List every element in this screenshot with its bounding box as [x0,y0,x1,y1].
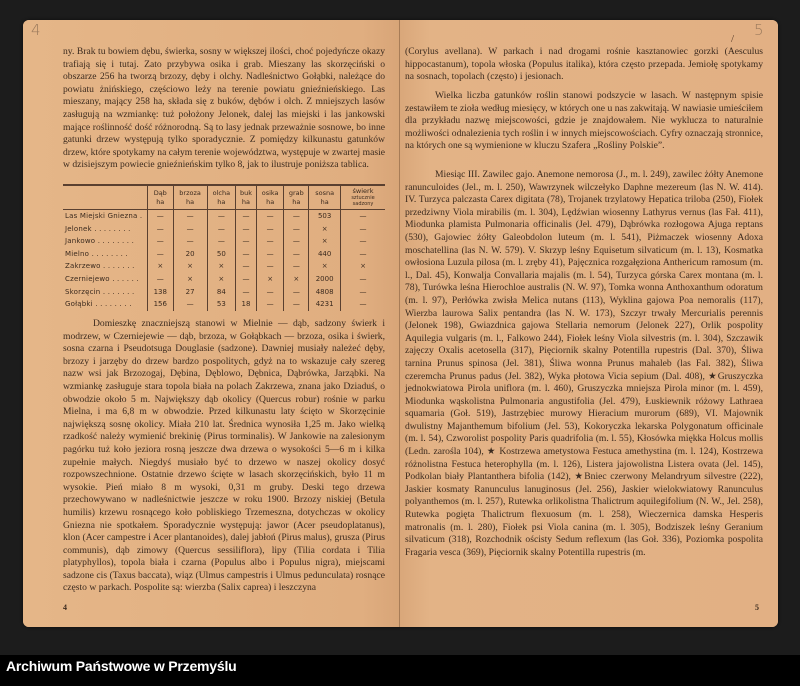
cell: — [341,298,386,311]
cell: 18 [236,298,257,311]
cell: × [207,260,235,273]
cell: 503 [309,210,341,223]
left-paragraph-1-text: ny. Brak tu bowiem dębu, świerka, sosny w większej ilości, choć pojedyńcze okazy trafiają się i tutaj. Zato przybywa osika i grab. Mieszany las skorzęciński o obszarze 256 ha tworzą brzozy, dęby i olchy. Nadleśnictwo Gołąbki, należące do powiatu żnińskiego, częściowo leży na terenie powiatu gnieźnieńskiego. Las mieszany, mający 258 ha, składa się z buków, dębów i olch. Z mniejszych lasów zasługują na wzmiankę: tuż położony Jelonek, dalej las miejski i las jankowski mające roślinność dość różnorodną. Są to lasy jednak przeważnie sosnowe, bo inne gatunki drzew występują tylko sporadycznie. Z pomiędzy kilkunastu gatunków drzew, które spotykamy na całym terenie województwa, występuje w zwartej masie w dzisiejszym powiecie gnieźnieńskim tylko 8, jak to ilustruje poniższa tablica. [63,46,385,171]
cell: 138 [148,286,174,299]
table-header-osika: osika ha [256,185,284,210]
cell: — [148,273,174,286]
cell: — [284,235,309,248]
table-row [63,298,385,311]
table-header-brzoza: brzoza ha [173,185,207,210]
row-name: Las Miejski Gniezna . [65,212,143,220]
cell: — [256,298,284,311]
cell: — [284,260,309,273]
cell: 50 [207,248,235,261]
cell: — [341,235,386,248]
cell: 20 [173,248,207,261]
cell: 2000 [309,273,341,286]
row-name: Gołąbki . . . . . . . . [65,300,132,309]
cell: — [207,235,235,248]
cell: × [284,273,309,286]
cell: — [284,298,309,311]
right-paragraph-2 [405,90,763,153]
cell: × [256,273,284,286]
cell: — [284,286,309,299]
cell: — [236,235,257,248]
left-paragraph-2 [63,318,385,595]
forest-species-table [63,184,385,311]
handwritten-page-number-right: 5 [754,21,764,39]
left-paragraph-1 [63,46,385,172]
right-page [400,20,778,627]
page-number-left: 4 [63,603,67,612]
table-header-name [63,185,148,210]
row-name: Zakrzewo . . . . . . . [65,262,135,271]
row-name: Jelonek . . . . . . . . [65,224,131,233]
cell: — [256,210,284,223]
table-header-swierk: świerk sztucznie sadzony [341,185,386,210]
cell: — [341,210,386,223]
cell: — [256,260,284,273]
cell: 84 [207,286,235,299]
cell: × [309,223,341,236]
handwritten-page-number-left: 4 [31,21,41,39]
right-paragraph-2-text: Wielka liczba gatunków roślin stanowi podszycie w lasach. W następnym spisie zestawiłem te zioła według miesięcy, w których one u nas zakwitają. W nawiasie umieściłem dla przykładu nazwę miejscowości, gdzie je znajdowałem. Nie wyklucza to naturalnie możliwości odnalezienia tych roślin i w innych miejscowościach. Cyfry oznaczają stronnice, na których one są wymienione w kluczu Szafera „Rośliny Polskie”. [405,90,763,152]
cell: — [236,223,257,236]
cell: — [284,248,309,261]
row-name: Czerniejewo . . . . . . [65,274,139,283]
cell: — [236,286,257,299]
book-spread [23,20,778,627]
cell: — [256,223,284,236]
table-header-sosna: sosna ha [309,185,341,210]
table-row [63,260,385,273]
right-paragraph-3-text: Miesiąc III. Zawilec gajo. Anemone nemorosa (J., m. l. 249), zawilec żółty Anemone ranunculoides (Jel., m. l. 250), Wawrzynek wilczełyko Daphne mezereum (las N. W. 414). IV. Turzyca palczasta Carex digitata (78), Trojanek trzylatowy Hepatica triloba (250), Fiołek przedziwny Viola mirabilis (m. l. 304), Lędźwian wiosenny Lathyrus vernus (las Fał. 411), Miodunka plamista Pulmonaria officinalis (Jel. 479), Dąbrówka rozłogowa Ajuga reptans (530), Gajowiec żółty Galeobdolon luteum (m. l. 541), Piżmaczek wiosenny Adoxa moschatellina (las N. W. 579). V. Skrzyp leśny Equisetum silvaticum (m. l. 13), Kosmatka owłosiona Luzula pilosa (m. l. zręby 41), Pajęcznica rozgałęziona Anthericum ramosum (m. l., Dal. 45), Konwalja Convallaria majalis (m. l. 54), Turzyca górska Carex montana (m. l. 78), Turówka leśna Hierochloe australis (N. W. 97), Tomka wonna Anthoxanthum odoratum (m. l. 97), Perłówka zwisła Melica nutans (113), Wyklina gajowa Poa nemoralis (117), Wierzba laurowa Salix pentandra (las N. W. 173), Szczyr trwały Mercurialis perennis (Jelonek 198), Gwiazdnica gajowa Stellaria nemorum (Jelonek 227), Orlik pospolity Aquilegia vulgaris (m. l., Falkowo 244), Fiołek leśny Viola silvestris (m. l. 304), Szczawik zajęczy Oxalis acetosella (317), Pięciornik skalny Potentilla rupestris (Dal. 370), Śliwa tarnina Prunus spinosa (Jel. 381), Śliwa wonna Prunus mahaleb (las Fal. 382), Śliwa czeremcha Prunus padus (Jel. 382), Wyka płotowa Vicia sepium (Dal. 408), ★Gruszyczka jednokwiatowa Pirola uniflora (m. l. 460), Gruszyczka mniejsza Pirola minor (m. l. 459), Miodunka wąskolistna Pulmonaria angustifolia (Jel. 479), Łuskiewnik różowy Lathraea squamaria (Goł. 519), Jastrzębiec murowy Hieracium murorum (689), VI. Majownik dwulistny Majanthemum bifolium (Jel. 53), Kokoryczka lekarska Polygonatum officinale (m. l. 54), Czworolist pospolity Paris quadrifolia (m. l. 55), Kłosówka miękka Holcus mollis (Ledn. zarośla 104), ★ Kostrzewa ametystowa Festuca amethystina (m. l. 124), Kostrzewa różnolistna Festuca heterophylla (m. l. 126), Listera jajowolistna Listera ovata (Jel. 145), Podkolan biały Plantanthera bifolia (142), ★Bniec czerwony Melandryum silvestre (222), Jaskier kosmaty Ranunculus lanuginosus (Jel. 256), Jaskier wielokwiatowy Ranunculus polyanthemos (m. l. 257), Rutewka orlikolistna Thalictrum aquilegifolium (N. W., Jel. 258), Rutewka pogięta Thalictrum flexuosum (m. l. 258), Wieczernica damska Hesperis matronalis (m. l. 280), Fiołek psi Viola canina (m. l. 305), Bodziszek leśny Geranium silvaticum (318), Rozchodnik ościsty Sedum reflexum (las Goł. 336), Poziomka pospolita Fragaria vesca (369), Pięciornik skalny Potentilla rupestris (m. [405,169,763,558]
cell: — [148,248,174,261]
table-header-row [63,185,385,210]
cell: × [341,260,386,273]
cell: × [207,273,235,286]
archive-caption: Archiwum Państwowe w Przemyślu [6,658,237,674]
cell: — [173,210,207,223]
right-paragraph-1-text: (Corylus avellana). W parkach i nad drogami rośnie kasztanowiec gorzki (Aesculus hippocastanum), topola włoska (Populus italika), która często przepada. Jemiołę spotykamy na sosnach, topolach (często) i jesionach. [405,46,763,83]
cell: — [148,235,174,248]
table-row [63,235,385,248]
cell: 440 [309,248,341,261]
table-row [63,286,385,299]
cell: — [341,273,386,286]
row-name: Skorzęcin . . . . . . . [65,287,135,296]
cell: — [148,210,174,223]
cell: — [284,210,309,223]
cell: 53 [207,298,235,311]
cell: — [236,210,257,223]
row-name: Mielno . . . . . . . . [65,249,128,258]
cell: — [256,248,284,261]
cell: — [284,223,309,236]
table-header-grab: grab ha [284,185,309,210]
right-paragraph-1 [405,46,763,84]
cell: × [148,260,174,273]
left-paragraph-2-text: Domieszkę znaczniejszą stanowi w Mielnie — dąb, sadzony świerk i modrzew, w Czerniejewie — dąb, brzoza, w Gołąbkach — brzoza, osika i świerk, sosna czarna i Pseudotsuga Douglasie (sadzone). Dawniej musiały należeć dęby, brzozy i jarzęby do drzew bardzo pospolitych, gdyż na to wskazuje cały szereg nazw wsi jak Brzozogaj, Dębina, Dęblowo, Dębnica, Dąbrówka, Jarząbki. Na wzmiankę zasługuje stara topola biała na polach Zakrzewa, znana jako Dziaduś, o obwodzie około 5 m. Największy dąb okolicy (Quercus robur) rośnie w parku Mielna, i ma 6,8 m w obwodzie. Przed kilkunastu laty ścięto w Skorzęcinie największą sosnę okolicy. Miała 210 lat. Średnica wynosiła 1,25 m. Jako wielką rzadkość należy wymienić brekinię (Pirus torminalis). W Jankowie na zalesionym pagórku tuż koło jeziora rosną jeszcze dwa drzewa o wysokości 5—6 m i kilka zupełnie małych. Niegdyś musiało być to drzewo w naszej okolicy dosyć rozpowszechnione. Ostatnie drzewo ścięte w lasach skorzęcińskich, było 11 m wysokie. Pień miało 8 m wysoki, 0,31 m gruby. Deski tego drzewa przechowywano w nadleśnictwie jeszcze w roku 1900. Brzozy niskiej (Betula humilis) krzewu rosnącego koło pobliskiego Trzemeszna, dotychczas w okolicy Gniezna nie spotkałem. Sporadycznie występują: jawor (Acer pseudoplatanus), klon (Acer campestre i Acer plantanoides), dalej jabłoń (Pirus malus), grusza (Pirus communis), dąb zimowy (Quercus sessiliflora), lipy (Tilia cordata i Tilia platyphyllos), topola biała i czarna (Populus albo i Populus nigra), miejscami sadzone cis (Taxus baccata), wiąz (Ulmus campestris i Ulmus pedunculata) rosnące często w parkach. Pospolite są: wierzba (Salix caprea) i leszczyna [63,318,385,594]
handwritten-mark: / [731,33,735,45]
table-row [63,223,385,236]
left-page [23,20,399,627]
cell: — [173,298,207,311]
cell: — [341,248,386,261]
cell: — [207,223,235,236]
cell: — [236,260,257,273]
table-header-olcha: olcha ha [207,185,235,210]
cell: — [173,223,207,236]
cell: — [256,235,284,248]
right-paragraph-3 [405,169,763,559]
cell: × [173,273,207,286]
cell: × [173,260,207,273]
cell: — [207,210,235,223]
cell: — [236,273,257,286]
page-number-right: 5 [755,603,759,612]
cell: × [309,260,341,273]
cell: — [148,223,174,236]
row-name: Jankowo . . . . . . . . [65,237,135,246]
cell: 4231 [309,298,341,311]
cell: — [236,248,257,261]
table-row [63,273,385,286]
table-row [63,248,385,261]
cell: × [309,235,341,248]
table-header-buk: buk ha [236,185,257,210]
table-header-dab: Dąb ha [148,185,174,210]
cell: — [256,286,284,299]
cell: 4808 [309,286,341,299]
cell: 27 [173,286,207,299]
cell: — [341,286,386,299]
table-row [63,210,385,223]
cell: — [341,223,386,236]
cell: — [173,235,207,248]
cell: 156 [148,298,174,311]
